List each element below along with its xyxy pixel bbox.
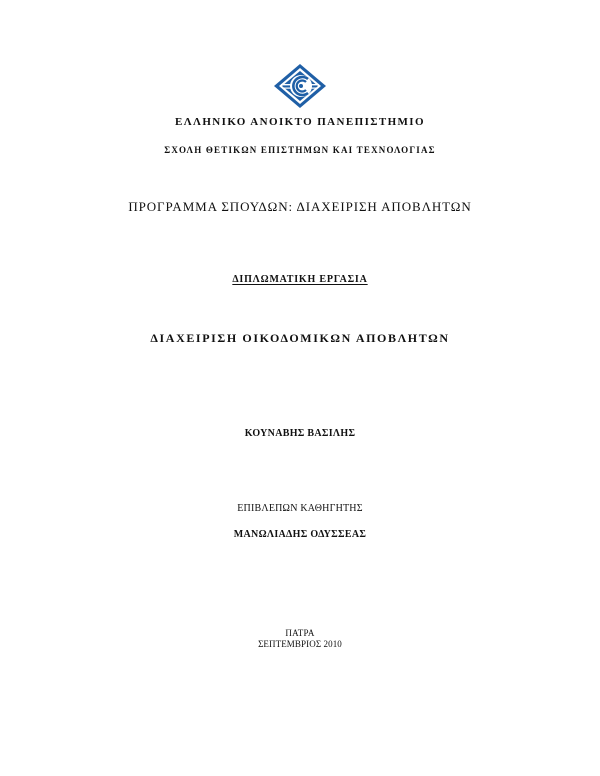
study-program: ΠΡΟΓΡΑΜΜΑ ΣΠΟΥΔΩΝ: ΔΙΑΧΕΙΡΙΣΗ ΑΠΟΒΛΗΤΩΝ <box>128 199 472 214</box>
supervisor-name: ΜΑΝΩΛΙΑΔΗΣ ΟΔΥΣΣΕΑΣ <box>233 529 367 540</box>
school-name: ΣΧΟΛΗ ΘΕΤΙΚΩΝ ΕΠΙΣΤΗΜΩΝ ΚΑΙ ΤΕΧΝΟΛΟΓΙΑΣ <box>164 145 436 155</box>
thesis-type-heading <box>0 274 600 285</box>
university-name: ΕΛΛΗΝΙΚΟ ΑΝΟΙΚΤΟ ΠΑΝΕΠΙΣΤΗΜΙΟ <box>175 116 425 128</box>
supervisor-label: ΕΠΙΒΛΕΠΩΝ ΚΑΘΗΓΗΤΗΣ <box>237 503 363 514</box>
thesis-type-label: ΔΙΠΛΩΜΑΤΙΚΗ ΕΡΓΑΣΙΑ <box>232 274 368 285</box>
city: ΠΑΤΡΑ <box>285 628 315 638</box>
thesis-title: ΔΙΑΧΕΙΡΙΣΗ ΟΙΚΟΔΟΜΙΚΩΝ ΑΠΟΒΛΗΤΩΝ <box>150 331 450 345</box>
university-logo-icon <box>273 63 327 109</box>
author-name: ΚΟΥΝΑΒΗΣ ΒΑΣΙΛΗΣ <box>244 428 356 439</box>
date: ΣΕΠΤΕΜΒΡΙΟΣ 2010 <box>258 639 342 649</box>
